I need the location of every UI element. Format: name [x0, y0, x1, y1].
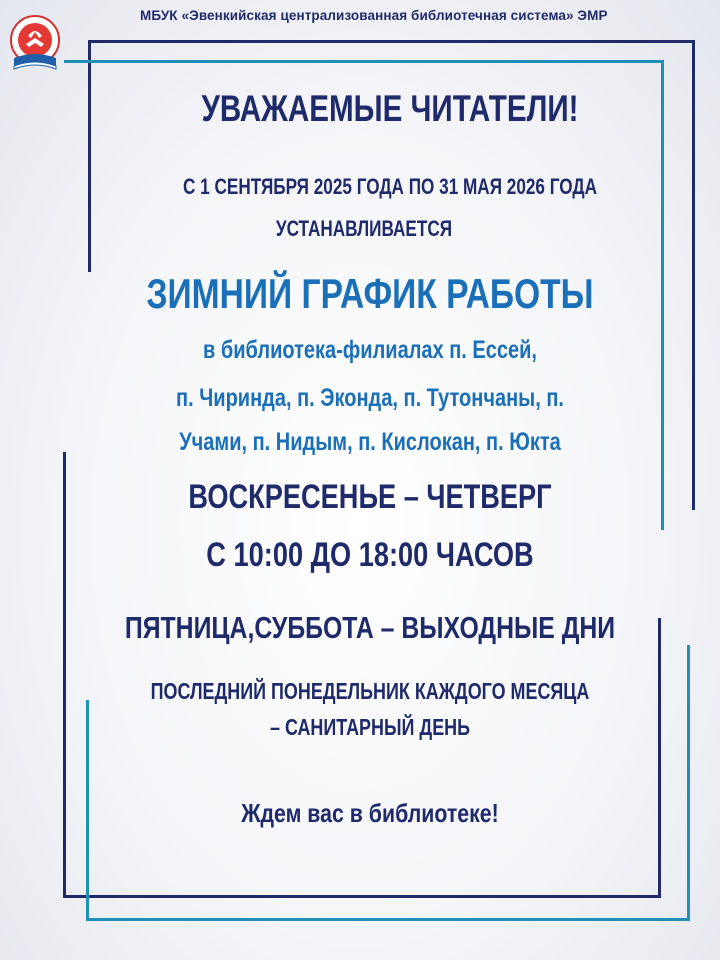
branches-line-2: п. Чиринда, п. Эконда, п. Тутончаны, п. — [176, 384, 564, 412]
frame-line-top-navy — [88, 40, 694, 43]
library-logo-icon — [8, 14, 62, 76]
frame-line-right-lower-navy — [658, 618, 661, 898]
sanitary-day-line-1: ПОСЛЕДНИЙ ПОНЕДЕЛЬНИК КАЖДОГО МЕСЯЦА — [150, 678, 590, 704]
notice-title: УВАЖАЕМЫЕ ЧИТАТЕЛИ! — [201, 88, 579, 129]
work-hours: С 10:00 ДО 18:00 ЧАСОВ — [206, 536, 534, 574]
frame-line-right-lower-cyan — [687, 645, 690, 921]
work-days: ВОСКРЕСЕНЬЕ – ЧЕТВЕРГ — [188, 478, 552, 516]
branches-line-3: Учами, п. Нидым, п. Кислокан, п. Юкта — [179, 428, 561, 456]
days-off: ПЯТНИЦА,СУББОТА – ВЫХОДНЫЕ ДНИ — [124, 610, 616, 645]
frame-line-bottom-navy — [63, 895, 661, 898]
branches-line-1: в библиотека-филиалах п. Ессей, — [203, 336, 537, 364]
frame-line-right-cyan — [661, 60, 664, 530]
frame-line-top-cyan — [64, 60, 664, 63]
schedule-heading: ЗИМНИЙ ГРАФИК РАБОТЫ — [146, 270, 594, 317]
frame-line-left-lower-navy — [63, 452, 66, 898]
organization-header: МБУК «Эвенкийская централизованная библиотечная система» ЭМР — [140, 8, 608, 23]
frame-line-bottom-cyan — [86, 918, 690, 921]
closing-message: Ждем вас в библиотеке! — [241, 798, 499, 828]
established-text: УСТАНАВЛИВАЕТСЯ — [275, 216, 453, 241]
date-range: С 1 СЕНТЯБРЯ 2025 ГОДА ПО 31 МАЯ 2026 ГОДА — [183, 174, 597, 199]
sanitary-day-line-2: – САНИТАРНЫЙ ДЕНЬ — [269, 714, 471, 740]
frame-line-right-navy — [692, 40, 695, 510]
